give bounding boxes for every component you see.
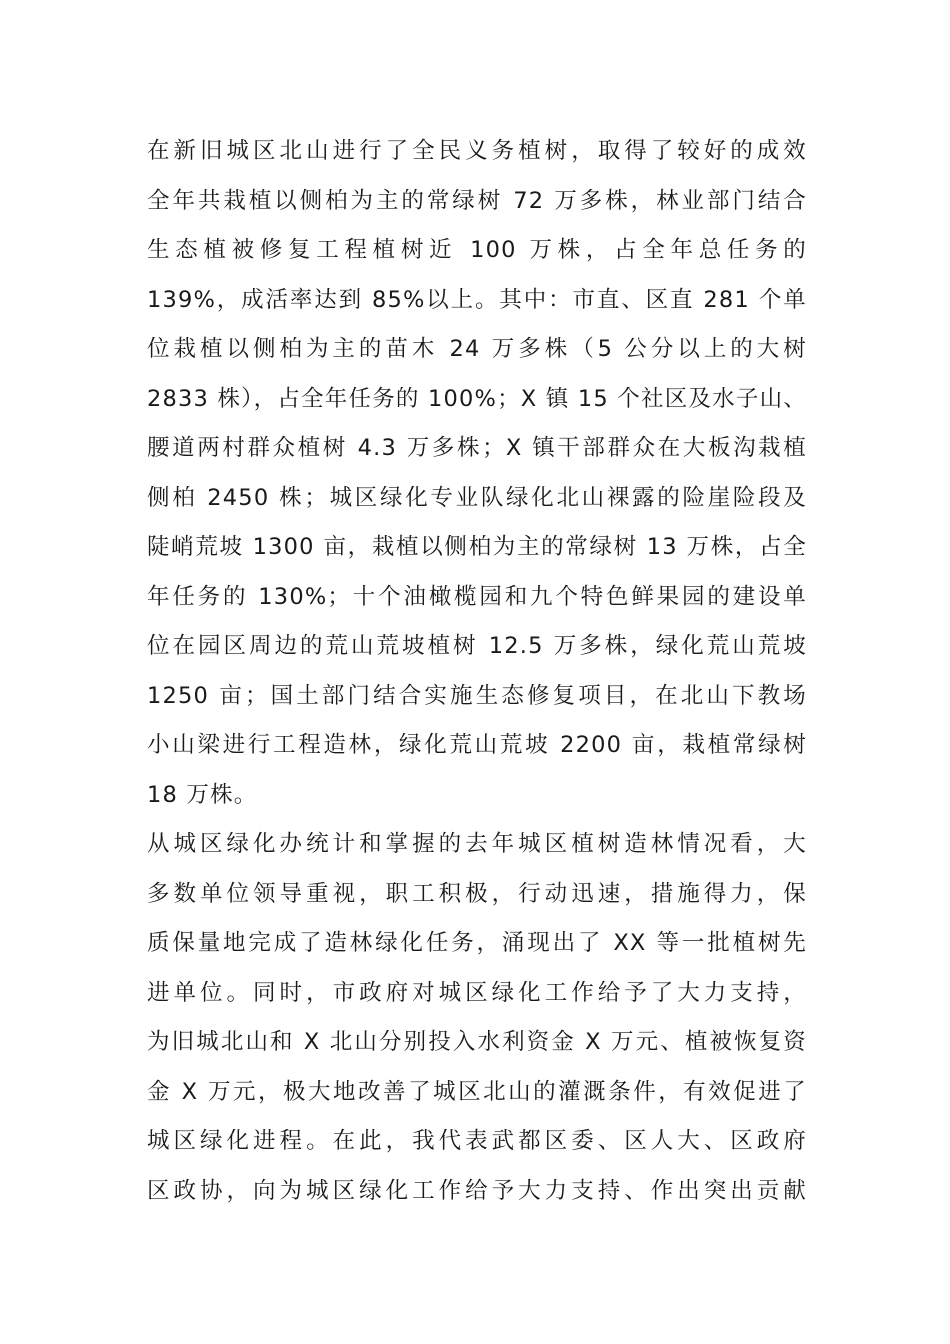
text-line: 位在园区周边的荒山荒坡植树 12.5 万多株，绿化荒山荒坡 [147, 633, 807, 659]
text-line: 在新旧城区北山进行了全民义务植树，取得了较好的成效 [147, 138, 807, 164]
text-line: 生态植被修复工程植树近 100 万株，占全年总任务的 [147, 237, 807, 263]
text-line: 陡峭荒坡 1300 亩，栽植以侧柏为主的常绿树 13 万株，占全 [147, 534, 807, 560]
text-line: 全年共栽植以侧柏为主的常绿树 72 万多株，林业部门结合 [147, 187, 807, 214]
text-line: 城区绿化进程。在此，我代表武都区委、区人大、区政府 [147, 1128, 807, 1154]
text-line: 从城区绿化办统计和掌握的去年城区植树造林情况看，大 [147, 831, 807, 857]
text-line: 139%，成活率达到 85%以上。其中：市直、区直 281 个单 [147, 286, 807, 313]
text-line: 小山梁进行工程造林，绿化荒山荒坡 2200 亩，栽植常绿树 [147, 732, 807, 758]
text-line: 位栽植以侧柏为主的苗木 24 万多株（5 公分以上的大树 [147, 336, 807, 362]
text-line: 金 X 万元，极大地改善了城区北山的灌溉条件，有效促进了 [147, 1078, 807, 1105]
paragraph-acknowledgement [147, 820, 807, 1216]
text-line: 多数单位领导重视，职工积极，行动迅速，措施得力，保 [147, 880, 807, 907]
text-line-last: 18 万株。 [147, 781, 258, 808]
text-line: 为旧城北山和 X 北山分别投入水利资金 X 万元、植被恢复资 [147, 1029, 807, 1055]
text-line: 1250 亩；国土部门结合实施生态修复项目，在北山下教场 [147, 682, 807, 709]
text-line: 腰道两村群众植树 4.3 万多株；X 镇干部群众在大板沟栽植 [147, 435, 807, 461]
text-line: 2833 株），占全年任务的 100%；X 镇 15 个社区及水子山、 [147, 385, 807, 412]
text-line: 侧柏 2450 株；城区绿化专业队绿化北山裸露的险崖险段及 [147, 484, 807, 511]
text-line: 区政协，向为城区绿化工作给予大力支持、作出突出贡献 [147, 1177, 807, 1204]
paragraph-planting-results [147, 127, 807, 820]
text-line: 进单位。同时，市政府对城区绿化工作给予了大力支持， [147, 979, 807, 1006]
text-line: 质保量地完成了造林绿化任务，涌现出了 XX 等一批植树先 [147, 930, 807, 956]
text-line: 年任务的 130%；十个油橄榄园和九个特色鲜果园的建设单 [147, 583, 807, 610]
